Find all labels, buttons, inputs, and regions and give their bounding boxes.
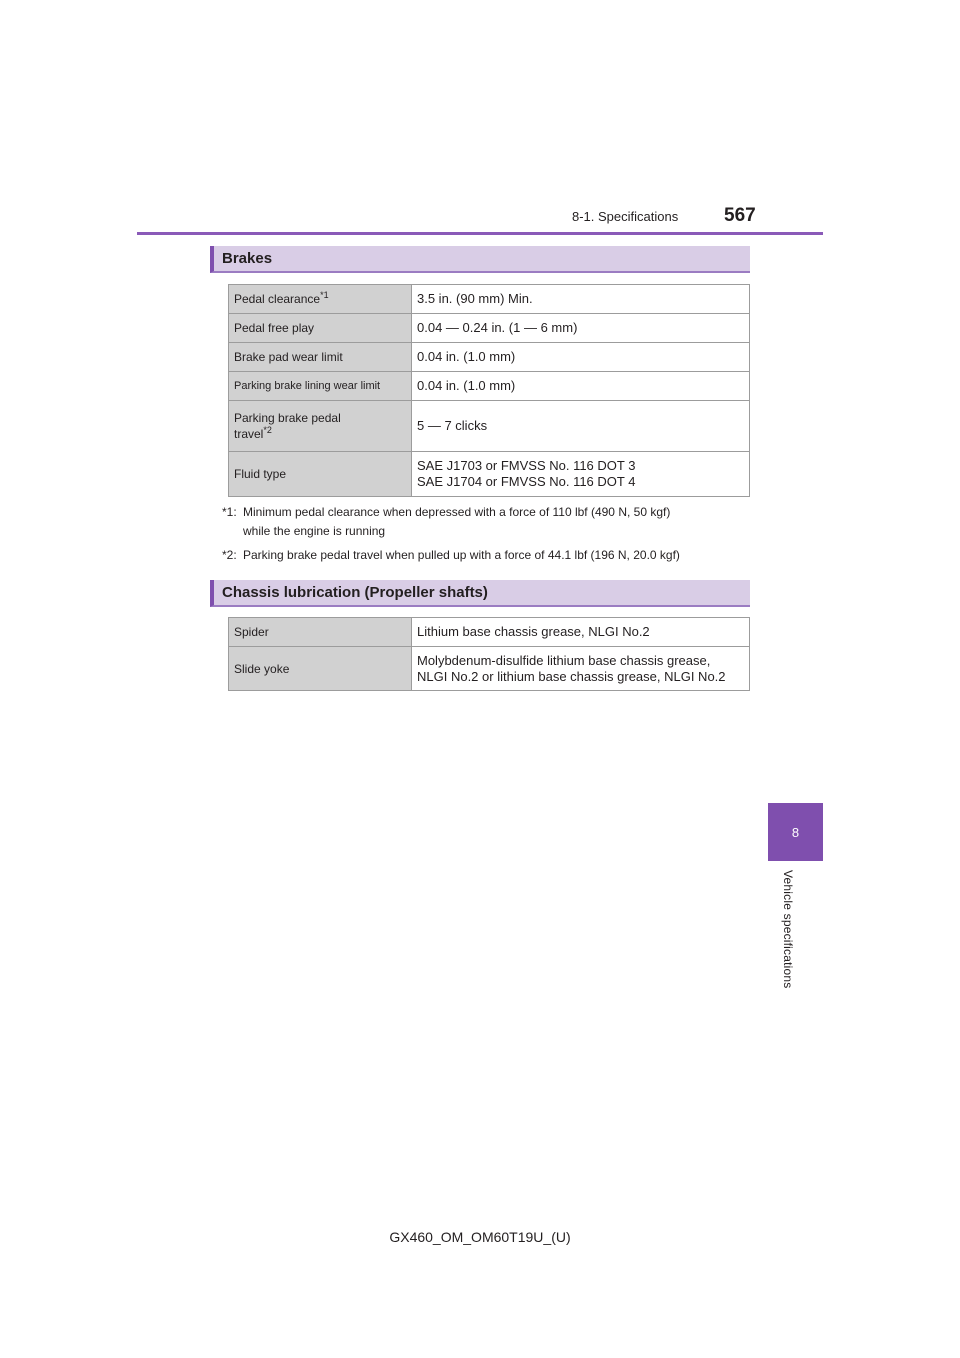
chapter-tab[interactable]: [768, 803, 823, 861]
table-row: [229, 647, 750, 691]
table-row: [229, 452, 750, 497]
footnote-ref: *2: [263, 425, 272, 435]
table-row: [229, 285, 750, 314]
footnote: *1: Minimum pedal clearance when depressed with a force of 110 lbf (490 N, 50 kgf) while the engine is running: [222, 505, 671, 538]
brakes-table: [228, 284, 750, 497]
page-number: 567: [724, 205, 756, 226]
row-label: Parking brake pedal travel$^{*2}$: [229, 401, 412, 452]
row-value: Lithium base chassis grease, NLGI No.2: [412, 618, 750, 647]
footnote: *2: Parking brake pedal travel when pulled up with a force of 44.1 lbf (196 N, 20.0 kgf): [222, 546, 752, 565]
table-row: [229, 618, 750, 647]
chapter-label: Vehicle specifications: [781, 870, 795, 989]
footnote-mark: *2:: [222, 548, 237, 562]
row-value: 5 — 7 clicks: [412, 401, 750, 452]
row-value: 3.5 in. (90 mm) Min.: [412, 285, 750, 314]
row-value: 0.04 — 0.24 in. (1 — 6 mm): [412, 314, 750, 343]
header-divider: [137, 232, 823, 235]
row-label: Brake pad wear limit: [229, 343, 412, 372]
row-value: SAE J1703 or FMVSS No. 116 DOT 3 SAE J1704 or FMVSS No. 116 DOT 4: [412, 452, 750, 497]
section-title: 8-1. Specifications: [572, 209, 679, 224]
row-label: Fluid type: [229, 452, 412, 497]
chapter-number: 8: [791, 824, 800, 840]
document-code: GX460_OM_OM60T19U_(U): [389, 1229, 571, 1245]
table-row: [229, 401, 750, 452]
row-value: 0.04 in. (1.0 mm): [412, 372, 750, 401]
row-value: 0.04 in. (1.0 mm): [412, 343, 750, 372]
row-label: Pedal clearance$^{*1}$: [229, 285, 412, 314]
chassis-title: Chassis lubrication (Propeller shafts): [222, 584, 488, 601]
chassis-heading: [210, 580, 750, 607]
brakes-title: Brakes: [222, 250, 273, 267]
chassis-table: [228, 617, 750, 691]
table-row: [229, 343, 750, 372]
footnote-ref: *1: [320, 290, 329, 300]
row-label: Slide yoke: [229, 647, 412, 691]
table-row: [229, 314, 750, 343]
row-label: Parking brake lining wear limit: [229, 372, 412, 401]
row-label: Pedal free play: [229, 314, 412, 343]
footnote-mark: *1:: [222, 505, 237, 519]
brakes-heading: [210, 246, 750, 273]
table-row: [229, 372, 750, 401]
row-label: Spider: [229, 618, 412, 647]
row-value: Molybdenum-disulfide lithium base chassis grease, NLGI No.2 or lithium base chassis grease, NLGI No.2: [412, 647, 750, 691]
